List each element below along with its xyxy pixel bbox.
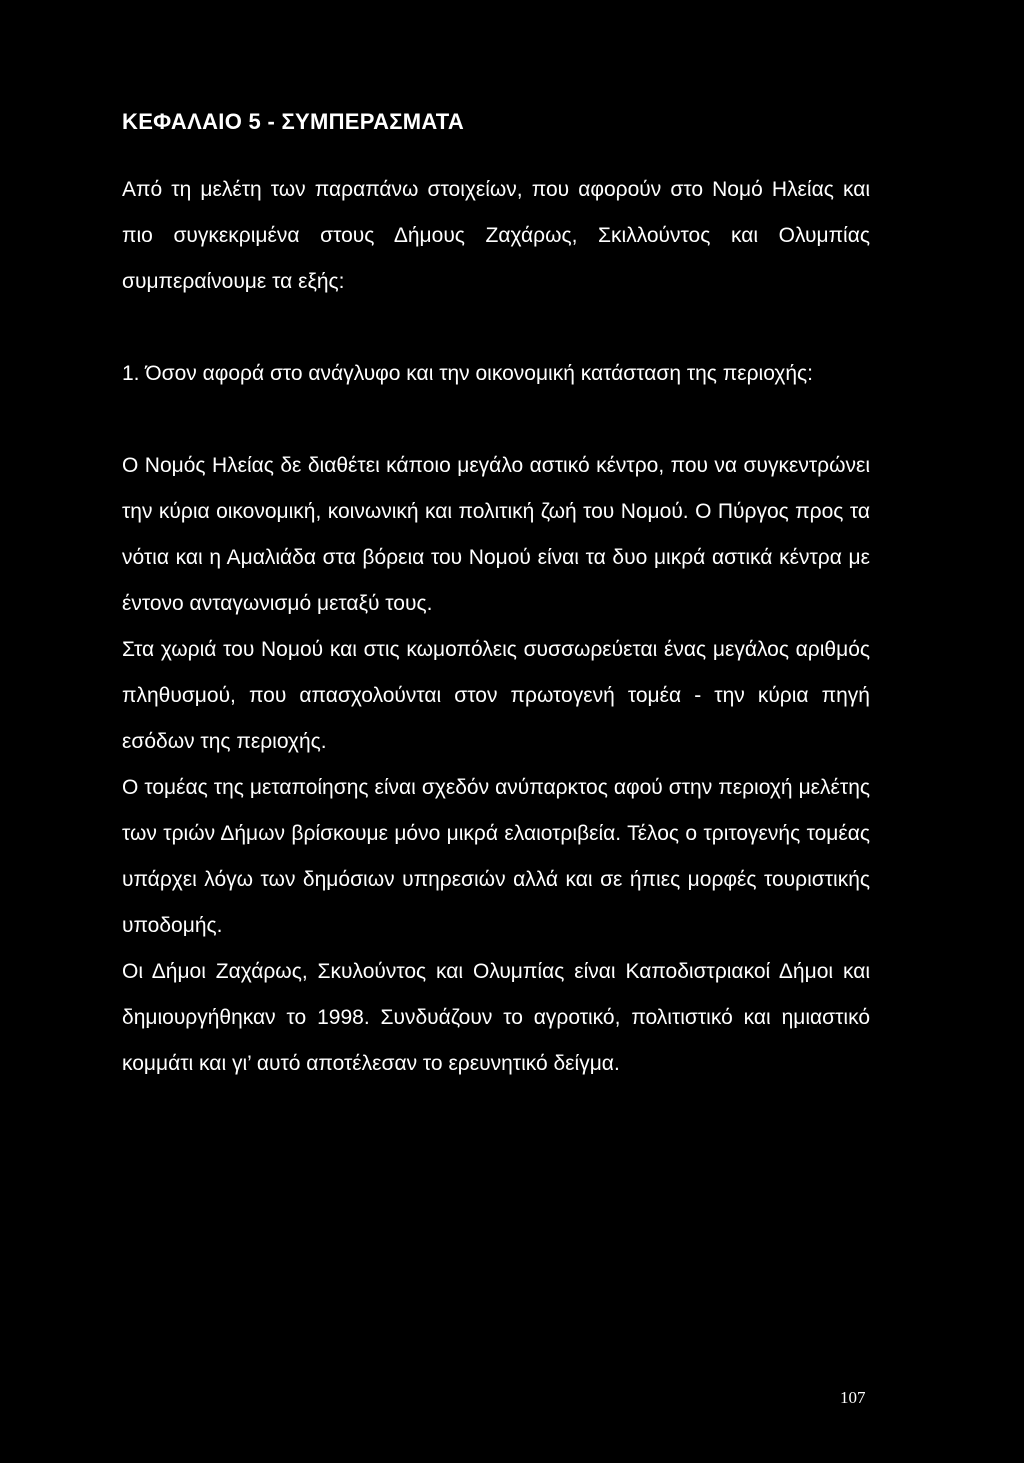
intro-paragraph: Από τη μελέτη των παραπάνω στοιχείων, που αφορούν στο Νομό Ηλείας και πιο συγκεκριμένα στους Δήμους Ζαχάρως, Σκιλλούντος και Ολυμπίας συμπεραίνουμε τα εξής: <box>122 178 870 293</box>
page-number: 107 <box>840 1388 866 1407</box>
chapter-title: ΚΕΦΑΛΑΙΟ 5 - ΣΥΜΠΕΡΑΣΜΑΤΑ <box>122 109 465 134</box>
body-paragraph-4: Οι Δήμοι Ζαχάρως, Σκυλούντος και Ολυμπίας είναι Καποδιστριακοί Δήμοι και δημιουργήθηκαν το 1998. Συνδυάζουν το αγροτικό, πολιτιστικό και ημιαστικό κομμάτι και γι’ αυτό αποτέλεσαν το ερευνητικό δείγμα. <box>122 960 870 1075</box>
body-paragraph-1: Ο Νομός Ηλείας δε διαθέτει κάποιο μεγάλο αστικό κέντρο, που να συγκεντρώνει την κύρια οικονομική, κοινωνική και πολιτική ζωή του Νομού. Ο Πύργος προς τα νότια και η Αμαλιάδα στα βόρεια του Νομού είναι τα δυο μικρά αστικά κέντρα με έντονο ανταγωνισμό μεταξύ τους. <box>122 454 870 615</box>
body-paragraph-2: Στα χωριά του Νομού και στις κωμοπόλεις συσσωρεύεται ένας μεγάλος αριθμός πληθυσμού, που απασχολούνται στον πρωτογενή τομέα - την κύρια πηγή εσόδων της περιοχής. <box>122 638 870 753</box>
body-paragraph-3: Ο τομέας της μεταποίησης είναι σχεδόν ανύπαρκτος αφού στην περιοχή μελέτης των τριών Δήμων βρίσκουμε μόνο μικρά ελαιοτριβεία. Τέλος ο τριτογενής τομέας υπάρχει λόγω των δημόσιων υπηρεσιών αλλά και σε ήπιες μορφές τουριστικής υποδομής. <box>122 776 870 937</box>
numbered-point-1: 1. Όσον αφορά στο ανάγλυφο και την οικονομική κατάσταση της περιοχής: <box>122 362 813 385</box>
document-page <box>122 107 870 1087</box>
